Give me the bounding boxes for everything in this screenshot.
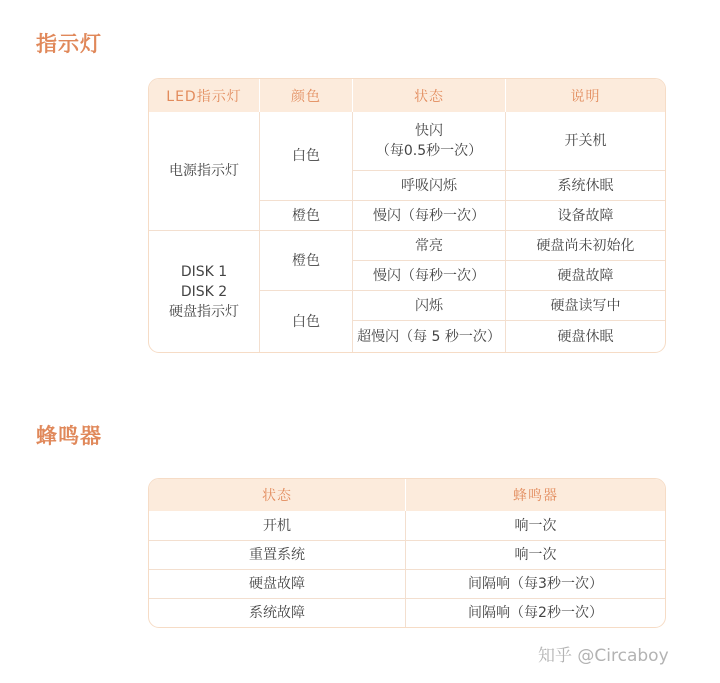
description-cell: 硬盘故障 bbox=[506, 260, 665, 290]
header-led: LED指示灯 bbox=[149, 79, 260, 112]
watermark: 知乎 @Circaboy bbox=[538, 646, 669, 666]
buzzer-cell: 间隔响（每2秒一次） bbox=[406, 598, 665, 627]
state-cell: 重置系统 bbox=[149, 540, 406, 569]
buzzer-cell: 间隔响（每3秒一次） bbox=[406, 569, 665, 598]
buzzer-cell: 响一次 bbox=[514, 517, 557, 534]
description-cell: 设备故障 bbox=[506, 200, 665, 230]
table-header-row bbox=[149, 79, 665, 112]
status-cell bbox=[353, 112, 506, 170]
state-cell: 开机 bbox=[149, 511, 406, 540]
led-indicator-table bbox=[148, 78, 666, 353]
header-state: 状态 bbox=[149, 479, 406, 511]
header-status: 状态 bbox=[353, 79, 506, 112]
table-row bbox=[149, 569, 665, 598]
status-cell: 呼吸闪烁 bbox=[353, 170, 506, 200]
power-orange-color: 橙色 bbox=[260, 200, 353, 230]
status-cell: 常亮 bbox=[353, 230, 506, 260]
table-row bbox=[149, 598, 665, 627]
header-buzzer: 蜂鸣器 bbox=[406, 479, 665, 511]
table-row bbox=[149, 511, 665, 540]
status-cell: 慢闪（每秒一次） bbox=[353, 200, 506, 230]
description-cell: 开关机 bbox=[564, 133, 607, 149]
description-cell: 硬盘尚未初始化 bbox=[506, 230, 665, 260]
description-cell: 硬盘读写中 bbox=[506, 290, 665, 320]
power-led-name: 电源指示灯 bbox=[149, 112, 260, 230]
disk-orange-color: 橙色 bbox=[260, 230, 353, 290]
header-description: 说明 bbox=[506, 79, 665, 112]
led-section-title: 指示灯 bbox=[36, 32, 102, 56]
table-row bbox=[149, 540, 665, 569]
disk-name-line: DISK 2 bbox=[180, 283, 228, 300]
state-cell: 硬盘故障 bbox=[149, 569, 406, 598]
table-row bbox=[149, 230, 665, 260]
buzzer-cell: 响一次 bbox=[406, 540, 665, 569]
status-cell: 慢闪（每秒一次） bbox=[353, 260, 506, 290]
state-cell: 系统故障 bbox=[149, 598, 406, 627]
disk-led-name bbox=[149, 230, 260, 352]
disk-name-line: DISK 1 bbox=[180, 263, 228, 280]
status-cell: 超慢闪（每 5 秒一次） bbox=[353, 320, 506, 352]
header-color: 颜色 bbox=[260, 79, 353, 112]
status-line: 快闪 bbox=[415, 123, 443, 139]
description-cell: 系统休眠 bbox=[506, 170, 665, 200]
buzzer-table bbox=[148, 478, 666, 628]
table-row bbox=[149, 112, 665, 170]
disk-white-color: 白色 bbox=[260, 290, 353, 352]
table-header-row bbox=[149, 479, 665, 511]
status-cell: 闪烁 bbox=[353, 290, 506, 320]
disk-name-line: 硬盘指示灯 bbox=[169, 303, 239, 320]
power-white-color: 白色 bbox=[260, 112, 353, 200]
buzzer-section-title: 蜂鸣器 bbox=[36, 424, 102, 448]
status-line: （每0.5秒一次） bbox=[375, 143, 483, 159]
description-cell: 硬盘休眠 bbox=[506, 320, 665, 352]
